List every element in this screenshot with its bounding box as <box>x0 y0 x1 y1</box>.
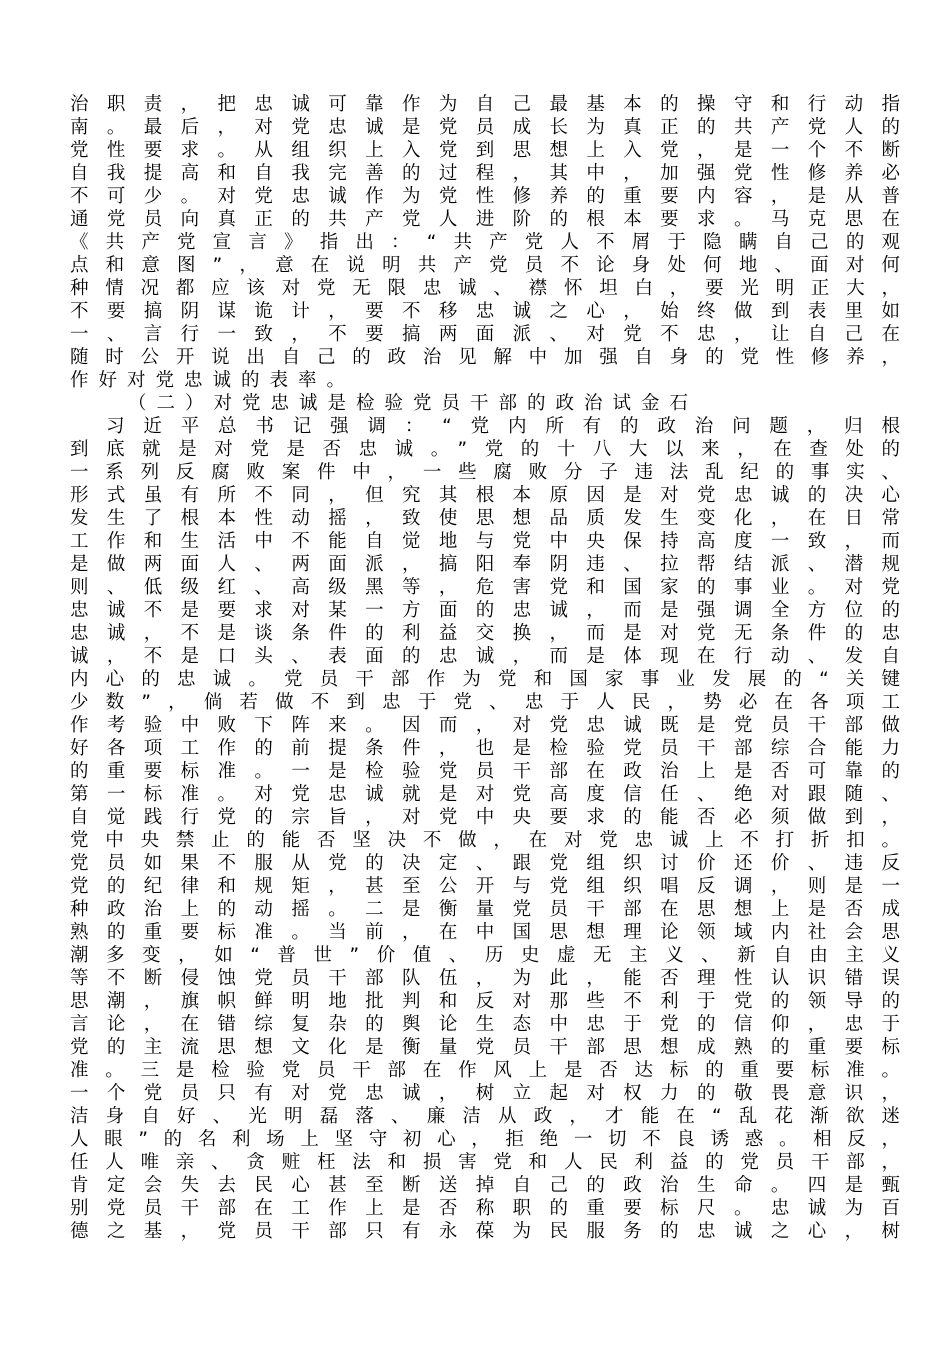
document-body <box>70 93 900 1243</box>
text-line: 潮多变，如“普世”价值、历史虚无主义、新自由主义 <box>70 945 900 966</box>
text-line: 一个党员只有对党忠诚，树立起对权力的敬畏意识， <box>70 1083 900 1104</box>
text-line: 种情况都应该对党无限忠诚、襟怀坦白，要光明正大， <box>70 278 900 299</box>
text-line: 少数”，倘若做不到忠于党、忠于人民，势必在各项工 <box>70 692 900 713</box>
text-line: 党的纪律和规矩，甚至公开与党组织唱反调，则是一 <box>70 876 900 897</box>
text-line: 自我提高和自我完善的过程，其中，加强党性修养必 <box>70 163 900 184</box>
text-line: 第一标准。对党忠诚就是对党高度信任、绝对跟随、 <box>70 784 900 805</box>
text-line: 熟的重要标准。当前，在中国思想理论领域内社会思 <box>70 922 900 943</box>
text-line: 思潮，旗帜鲜明地批判和反对那些不利于党的领导的 <box>70 991 900 1012</box>
text-line: 习近平总书记强调：“党内所有的政治问题，归根 <box>106 416 900 437</box>
text-line: 发生了根本性动摇，致使思想品质发生变化，在日常 <box>70 508 900 529</box>
text-line: 人眼”的名利场上坚守初心，拒绝一切不良诱惑。相反， <box>70 1129 900 1150</box>
text-line: 是做两面人、两面派，搞阳奉阴违、拉帮结派、潜规 <box>70 554 900 575</box>
text-line: 不要搞阴谋诡计，要不移忠诚之心，始终做到表里如 <box>70 301 900 322</box>
text-line: 则、低级红、高级黑等，危害党和国家的事业。对党 <box>70 577 900 598</box>
text-line: 党中央禁止的能否坚决不做，在对党忠诚上不打折扣。 <box>70 830 900 851</box>
text-line: 自觉践行党的宗旨，对党中央要求的能否必须做到， <box>70 807 900 828</box>
text-line: 洁身自好、光明磊落、廉洁从政，才能在“乱花渐欲迷 <box>70 1106 900 1127</box>
text-line: 肯定会失去民心甚至断送掉自己的政治生命。四是甄 <box>70 1175 900 1196</box>
text-line: 作好对党忠诚的表率。 <box>70 370 356 391</box>
text-line: 南。最后，对党忠诚是党员成长为真正的共产党人的 <box>70 117 900 138</box>
text-line: 通党员向真正的共产党人进阶的根本要求。马克思在 <box>70 209 900 230</box>
text-line: 的重要标准。一是检验党员干部在政治上是否可靠的 <box>70 761 900 782</box>
text-line: 忠诚不是要求对某一方面的忠诚，而是强调全方位的 <box>70 600 900 621</box>
text-line: 诚，不是口头、表面的忠诚，而是体现在行动、发自 <box>70 646 900 667</box>
text-line: 一系列反腐败案件中，一些腐败分子违法乱纪的事实、 <box>70 462 900 483</box>
text-line: 《共产党宣言》指出：“共产党人不屑于隐瞒自己的观 <box>70 232 900 253</box>
section-heading: （二）对党忠诚是检验党员干部的政治试金石 <box>128 393 699 414</box>
text-line: 准。三是检验党员干部在作风上是否达标的重要标准。 <box>70 1060 900 1081</box>
text-line: 党的主流思想文化是衡量党员干部思想成熟的重要标 <box>70 1037 900 1058</box>
text-line: 党员如果不服从党的决定、跟党组织讨价还价、违反 <box>70 853 900 874</box>
text-line: 种政治上的动摇。二是衡量党员干部在思想上是否成 <box>70 899 900 920</box>
text-line: 内心的忠诚。党员干部作为党和国家事业发展的“关键 <box>70 669 900 690</box>
text-line: 等不断侵蚀党员干部队伍，为此，能否理性认识错误 <box>70 968 900 989</box>
text-line: 到底就是对党是否忠诚。”党的十八大以来，在查处的 <box>70 439 900 460</box>
text-line: 任人唯亲、贪赃枉法和损害党和人民利益的党员干部， <box>70 1152 900 1173</box>
text-line: 工作和生活中不能自觉地与党中央保持高度一致，而 <box>70 531 900 552</box>
text-line: 忠诚，不是谈条件的利益交换，而是对党无条件的忠 <box>70 623 900 644</box>
text-line: 党性要求。从组织上入党到思想上入党，是一个不断 <box>70 140 900 161</box>
text-line: 形式虽有所不同，但究其根本原因是对党忠诚的决心 <box>70 485 900 506</box>
text-line: 随时公开说出自己的政治见解中加强自身的党性修养， <box>70 347 900 368</box>
text-line: 作考验中败下阵来。因而，对党忠诚既是党员干部做 <box>70 715 900 736</box>
text-line: 好各项工作的前提条件，也是检验党员干部综合能力 <box>70 738 900 759</box>
text-line: 别党员干部在工作上是否称职的重要标尺。忠诚为百 <box>70 1198 900 1219</box>
text-line: 言论，在错综复杂的舆论生态中忠于党的信仰，忠于 <box>70 1014 900 1035</box>
text-line: 治职责，把忠诚可靠作为自己最基本的操守和行动指 <box>70 94 900 115</box>
text-line: 点和意图”，意在说明共产党员不论身处何地、面对何 <box>70 255 900 276</box>
text-line: 一、言行一致，不要搞两面派、对党不忠，让自己在 <box>70 324 900 345</box>
text-line: 不可少。对党忠诚作为党性修养的重要内容，是从普 <box>70 186 900 207</box>
text-line: 德之基，党员干部只有永葆为民服务的忠诚之心，树 <box>70 1221 900 1242</box>
